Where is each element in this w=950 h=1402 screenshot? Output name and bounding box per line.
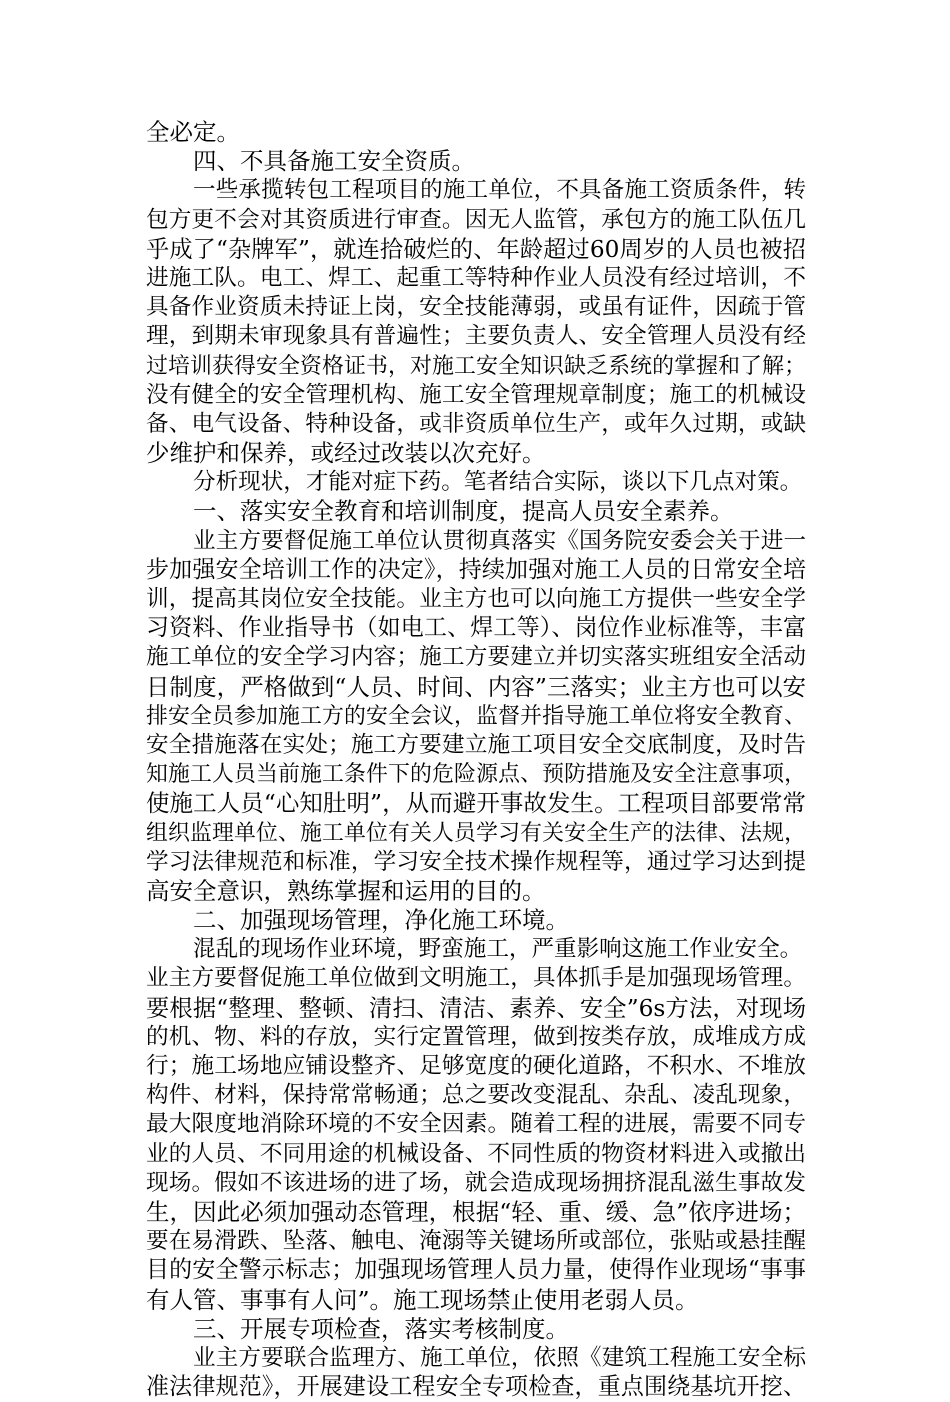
text-line: 二、加强现场管理，净化施工环境。 xyxy=(193,906,569,935)
text-line: 四、不具备施工安全资质。 xyxy=(193,147,475,176)
text-line: 施工单位的安全学习内容；施工方要建立并切实落实班组安全活动 xyxy=(146,644,806,671)
text-line: 最大限度地消除环境的不安全因素。随着工程的进展，需要不同专 xyxy=(146,1111,806,1138)
text-line: 的机、物、料的存放，实行定置管理，做到按类存放，成堆成方成 xyxy=(146,1023,806,1050)
text-line: 少维护和保养，或经过改装以次充好。 xyxy=(146,439,546,468)
text-line: 组织监理单位、施工单位有关人员学习有关安全生产的法律、法规， xyxy=(146,820,806,846)
text-line: 目的安全警示标志；加强现场管理人员力量，使得作业现场“事事 xyxy=(146,1257,806,1284)
text-line: 理，到期未审现象具有普遍性；主要负责人、安全管理人员没有经 xyxy=(146,323,806,350)
text-line: 混乱的现场作业环境，野蛮施工，严重影响这施工作业安全。 xyxy=(193,936,803,963)
text-line: 有人管、事事有人问”。施工现场禁止使用老弱人员。 xyxy=(146,1285,699,1314)
text-line: 乎成了“杂牌军”，就连拾破烂的、年龄超过60周岁的人员也被招 xyxy=(146,235,806,263)
text-line: 进施工队。电工、焊工、起重工等特种作业人员没有经过培训，不 xyxy=(146,264,806,291)
text-line: 学习法律规范和标准，学习安全技术操作规程等，通过学习达到提 xyxy=(146,848,806,875)
text-line: 日制度，严格做到“人员、时间、内容”三落实；业主方也可以安 xyxy=(146,672,806,701)
text-line: 没有健全的安全管理机构、施工安全管理规章制度；施工的机械设 xyxy=(146,381,806,408)
text-line: 一、落实安全教育和培训制度，提高人员安全素养。 xyxy=(193,497,734,526)
text-line: 一些承揽转包工程项目的施工单位，不具备施工资质条件，转 xyxy=(193,177,806,204)
text-line: 现场。假如不该进场的进了场，就会造成现场拥挤混乱滋生事故发 xyxy=(146,1169,806,1196)
text-line: 准法律规范》，开展建设工程安全专项检查，重点围绕基坑开挖、 xyxy=(146,1374,806,1401)
text-line: 安全措施落在实处；施工方要建立施工项目安全交底制度，及时告 xyxy=(146,731,806,758)
text-line: 全必定。 xyxy=(146,118,240,146)
text-line: 备、电气设备、特种设备，或非资质单位生产，或年久过期，或缺 xyxy=(146,410,806,437)
text-line: 高安全意识，熟练掌握和运用的目的。 xyxy=(146,876,546,905)
text-line: 构件、材料，保持常常畅通；总之要改变混乱、杂乱、凌乱现象， xyxy=(146,1082,806,1109)
text-line: 要根据“整理、整顿、清扫、清洁、素养、安全”6s方法，对现场 xyxy=(146,994,806,1022)
text-line: 生，因此必须加强动态管理，根据“轻、重、缓、急”依序进场； xyxy=(146,1197,806,1226)
text-line: 业的人员、不同用途的机械设备、不同性质的物资材料进入或撤出 xyxy=(146,1140,806,1167)
text-line: 知施工人员当前施工条件下的危险源点、预防措施及安全注意事项， xyxy=(146,762,806,788)
text-line: 排安全员参加施工方的安全会议，监督并指导施工单位将安全教育、 xyxy=(146,703,806,729)
text-line: 分析现状，才能对症下药。笔者结合实际，谈以下几点对策。 xyxy=(193,469,803,496)
body-text xyxy=(146,118,806,1402)
text-line: 三、开展专项检查，落实考核制度。 xyxy=(193,1314,569,1343)
text-line: 要在易滑跌、坠落、触电、淹溺等关键场所或部位，张贴或悬挂醒 xyxy=(146,1228,806,1255)
text-line: 使施工人员“心知肚明”，从而避开事故发生。工程项目部要常常 xyxy=(146,789,806,818)
text-line: 过培训获得安全资格证书，对施工安全知识缺乏系统的掌握和了解； xyxy=(146,353,806,379)
text-line: 习资料、作业指导书（如电工、焊工等）、岗位作业标准等，丰富 xyxy=(146,615,806,642)
text-line: 业主方要联合监理方、施工单位，依照《建筑工程施工安全标 xyxy=(193,1344,806,1371)
text-line: 业主方要督促施工单位做到文明施工，具体抓手是加强现场管理。 xyxy=(146,965,806,992)
text-line: 业主方要督促施工单位认贯彻真落实《国务院安委会关于进一 xyxy=(193,527,806,554)
text-line: 行；施工场地应铺设整齐、足够宽度的硬化道路，不积水、不堆放 xyxy=(146,1053,806,1079)
text-line: 训，提高其岗位安全技能。业主方也可以向施工方提供一些安全学 xyxy=(146,586,806,612)
text-line: 步加强安全培训工作的决定》，持续加强对施工人员的日常安全培 xyxy=(146,556,806,583)
text-line: 包方更不会对其资质进行审查。因无人监管，承包方的施工队伍几 xyxy=(146,206,806,233)
text-line: 具备作业资质未持证上岗，安全技能薄弱，或虽有证件，因疏于管 xyxy=(146,294,806,321)
